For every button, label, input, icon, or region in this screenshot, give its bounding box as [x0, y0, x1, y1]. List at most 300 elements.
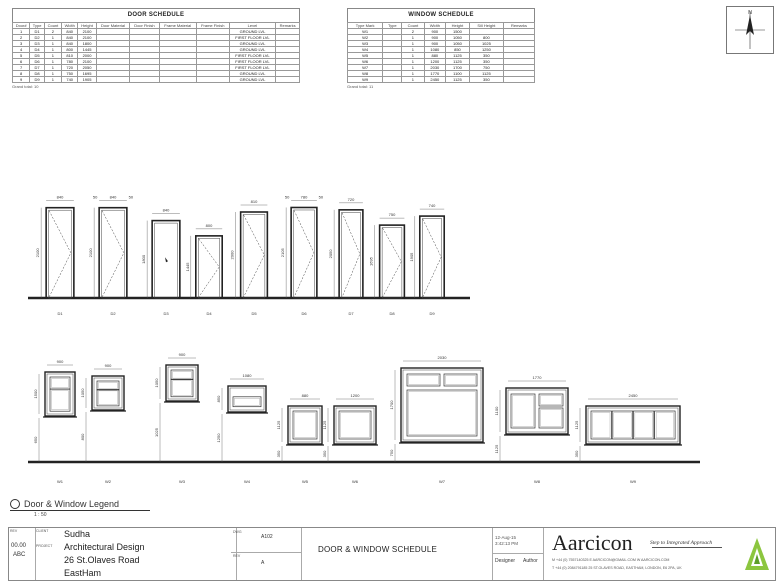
window-frame: [334, 406, 376, 444]
door-schedule-header-cell: Height: [78, 23, 96, 29]
door-d8: [369, 212, 405, 316]
project-address-1: 26 St.Olaves Road: [64, 555, 140, 565]
door-elevations: [0, 190, 780, 340]
window-schedule-cell: W5: [348, 53, 383, 59]
designer-label: Designer: [495, 558, 516, 564]
door-label: D5: [251, 311, 257, 316]
door-schedule-cell: [130, 77, 159, 83]
window-pane: [612, 411, 633, 439]
door-schedule-cell: 2100: [78, 59, 96, 65]
door-height-dim: 2000: [229, 250, 235, 260]
window-pane: [539, 394, 563, 406]
legend-marker-icon: [10, 499, 20, 509]
window-width-dim: 900: [178, 352, 186, 357]
window-elevations: [0, 350, 780, 495]
door-schedule-cell: 750: [61, 71, 78, 77]
project-address-2: EastHam: [64, 568, 102, 578]
window-schedule-cell: 350: [469, 53, 503, 59]
door-schedule-cell: 840: [61, 41, 78, 47]
rev-code: ABC: [13, 552, 26, 558]
window-glass: [99, 391, 118, 405]
window-height-dim: 1050: [80, 388, 85, 398]
window-glass: [541, 410, 562, 427]
door-schedule-header-cell: Frame Material: [159, 23, 196, 29]
legend-title: Door & Window Legend: [24, 499, 120, 509]
door-schedule-cell: 9: [13, 77, 30, 83]
window-inner-frame: [168, 367, 196, 399]
window-schedule-header-cell: Sill Height: [469, 23, 503, 29]
window-glass: [614, 413, 632, 438]
window-schedule-cell: W1: [348, 29, 383, 35]
window-schedule: [347, 8, 535, 89]
window-schedule-header-cell: Remarks: [504, 23, 535, 29]
window-glass: [99, 383, 118, 389]
door-swing-line: [383, 228, 402, 297]
door-swing-line: [244, 215, 265, 297]
window-label: W4: [244, 479, 250, 484]
window-width-dim: 1770: [532, 375, 542, 380]
window-schedule-cell: W6: [348, 59, 383, 65]
contact-line-1: M +44 (0) 7557140325 E AARCICON@GMAIL.COM W AARCICON.COM: [552, 558, 670, 562]
door-schedule-header-cell: Door Finish: [130, 23, 159, 29]
door-schedule-cell: 1: [44, 47, 61, 53]
window-schedule-cell: W9: [348, 77, 383, 83]
window-width-dim: 1200: [350, 393, 360, 398]
window-width-dim: 880: [301, 393, 309, 398]
project-cell: [36, 528, 237, 580]
window-schedule-cell: 750: [469, 65, 503, 71]
door-schedule-cell: FIRST FLOOR LVL: [229, 53, 276, 59]
window-sill-dim: 350: [574, 450, 579, 458]
window-inner-frame: [336, 408, 374, 442]
window-schedule-header-cell: Count: [402, 23, 424, 29]
door-height-dim: 2105: [280, 248, 286, 258]
window-pane: [539, 408, 563, 428]
door-label: D1: [57, 311, 63, 316]
window-schedule-cell: 350: [469, 77, 503, 83]
door-schedule-cell: D4: [30, 47, 45, 53]
door-height-dim: 2100: [35, 248, 41, 258]
door-leaf: [49, 210, 72, 298]
window-height-dim: 1700: [389, 400, 394, 410]
window-glass: [52, 391, 69, 410]
door-schedule-cell: 2100: [78, 29, 96, 35]
project-name: Architectural Design: [64, 542, 145, 552]
door-schedule-header-cell: Type: [30, 23, 45, 29]
door-schedule-cell: 810: [61, 53, 78, 59]
door-schedule-cell: 1: [44, 41, 61, 47]
window-inner-frame: [403, 370, 481, 440]
door-schedule-cell: FIRST FLOOR LVL: [229, 35, 276, 41]
window-schedule-cell: 2450: [424, 77, 446, 83]
window-schedule-cell: 800: [469, 35, 503, 41]
window-schedule-cell: 2: [402, 29, 424, 35]
door-schedule-title: DOOR SCHEDULE: [12, 8, 300, 22]
window-w7: [389, 355, 485, 484]
window-glass: [541, 396, 562, 405]
window-height-dim: 850: [216, 395, 221, 403]
door-schedule-cell: D6: [30, 59, 45, 65]
window-w5: [276, 393, 324, 484]
door-height-dim: 2050: [328, 249, 334, 259]
window-schedule-cell: 1025: [469, 41, 503, 47]
door-schedule-cell: D1: [30, 29, 45, 35]
sheet-title: DOOR & WINDOW SCHEDULE: [318, 545, 438, 554]
window-sill-dim: 350: [322, 450, 327, 458]
window-label: W1: [57, 479, 63, 484]
brand-tagline: Step to Integrated Approach: [650, 540, 713, 546]
window-schedule-cell: 1: [402, 77, 424, 83]
window-schedule-cell: 1: [402, 47, 424, 53]
door-schedule-cell: 1: [44, 71, 61, 77]
window-sill-dim: 1125: [494, 444, 499, 454]
door-schedule-cell: 1: [44, 65, 61, 71]
door-schedule-cell: GROUND LVL: [229, 71, 276, 77]
svg-text:N: N: [748, 10, 752, 16]
door-height-dim: 1445: [184, 262, 190, 272]
door-width-dim: 740: [428, 203, 436, 209]
door-schedule-cell: GROUND LVL: [229, 77, 276, 83]
door-schedule-cell: 4: [13, 47, 30, 53]
window-schedule-cell: 900: [424, 35, 446, 41]
window-pane: [293, 411, 317, 439]
door-frame: [46, 208, 74, 298]
window-glass: [235, 398, 260, 405]
door-schedule-cell: 1: [13, 29, 30, 35]
door-swing-line: [49, 211, 71, 297]
window-w4: [216, 373, 268, 484]
door-swing-line: [102, 211, 124, 297]
window-width-dim: 2450: [628, 393, 638, 398]
contact-line-2: T +44 (0) 2084791185 25 ST.OLAVES ROAD, EASTHAM, LONDON, E6 2PA, UK: [552, 566, 682, 570]
door-schedule-cell: 840: [61, 35, 78, 41]
window-glass: [409, 392, 476, 435]
window-schedule-cell: 1050: [446, 41, 470, 47]
door-schedule-cell: 2100: [78, 35, 96, 41]
window-schedule-cell: 350: [469, 59, 503, 65]
door-schedule-cell: GROUND LVL: [229, 47, 276, 53]
window-glass: [341, 413, 370, 438]
client-label: CLIENT: [36, 529, 49, 533]
window-schedule-header-cell: Type Mark: [348, 23, 383, 29]
window-schedule-title: WINDOW SCHEDULE: [347, 8, 535, 22]
window-schedule-cell: 1125: [469, 71, 503, 77]
door-side-dim: 50: [318, 194, 324, 200]
door-schedule-header-cell: Remarks: [276, 23, 300, 29]
window-glass: [593, 413, 611, 438]
window-pane: [97, 389, 119, 406]
window-w2: [80, 363, 126, 484]
door-leaf: [243, 215, 265, 299]
door-schedule-cell: 8: [13, 71, 30, 77]
window-pane: [50, 389, 70, 411]
door-schedule-cell: [276, 77, 300, 83]
client-name: Sudha: [64, 529, 91, 539]
window-frame: [506, 388, 568, 434]
window-pane: [171, 379, 193, 397]
door-schedule-cell: D7: [30, 65, 45, 71]
legend: [10, 499, 170, 518]
door-schedule-cell: 2050: [78, 65, 96, 71]
door-schedule-cell: D8: [30, 71, 45, 77]
window-sill-dim: 1250: [216, 433, 221, 443]
window-sill-dim: 650: [33, 436, 38, 444]
window-schedule-cell: 900: [424, 29, 446, 35]
door-d4: [185, 223, 222, 316]
window-schedule-cell: [504, 77, 535, 83]
door-swing-line: [199, 239, 219, 297]
window-label: W8: [534, 479, 540, 484]
window-pane: [511, 394, 535, 428]
door-leaf: [382, 228, 402, 298]
rev-cell: [9, 528, 36, 580]
sheet-rev: A: [261, 560, 265, 566]
brand-logo-icon: [744, 536, 770, 572]
time-value: 3:42:13 PM: [495, 541, 519, 546]
door-label: D7: [348, 311, 354, 316]
door-schedule-cell: GROUND LVL: [229, 29, 276, 35]
window-glass: [446, 376, 476, 385]
sheet-number: A102: [261, 534, 273, 540]
door-schedule-header-cell: Level: [229, 23, 276, 29]
door-schedule-header-cell: Door Material: [96, 23, 130, 29]
door-side-dim: 50: [92, 194, 98, 200]
window-width-dim: 1080: [242, 373, 252, 378]
window-label: W6: [352, 479, 358, 484]
brand-cell: [544, 528, 774, 580]
window-schedule-cell: W2: [348, 35, 383, 41]
door-width-dim: 810: [250, 199, 258, 204]
window-pane: [339, 411, 371, 439]
door-width-dim: 840: [109, 194, 117, 200]
window-pane: [50, 377, 70, 389]
date-cell: [493, 528, 544, 580]
door-swing-line: [294, 210, 314, 297]
window-schedule-cell: 1050: [446, 35, 470, 41]
door-frame: [291, 207, 317, 298]
window-glass: [52, 379, 69, 388]
window-w9: [574, 393, 682, 484]
door-side-dim: 50: [284, 194, 290, 200]
window-glass: [513, 396, 534, 427]
window-schedule-cell: [383, 77, 402, 83]
door-schedule-table: [12, 22, 300, 83]
door-leaf: [102, 210, 125, 298]
door-schedule-cell: 5: [13, 53, 30, 59]
window-schedule-cell: W7: [348, 65, 383, 71]
door-d1: [35, 195, 74, 316]
window-schedule-cell: 1200: [424, 59, 446, 65]
window-height-dim: 1125: [276, 420, 281, 430]
project-label: PROJECT: [36, 544, 53, 548]
door-schedule-cell: 800: [61, 47, 78, 53]
door-frame: [241, 212, 268, 298]
door-schedule-cell: 2: [13, 35, 30, 41]
door-label: D8: [389, 311, 395, 316]
door-width-dim: 720: [347, 196, 355, 202]
door-label: D6: [301, 311, 307, 316]
door-frame: [380, 225, 405, 298]
door-schedule-cell: 1: [44, 53, 61, 59]
door-height-dim: 2100: [88, 248, 94, 258]
door-leaf: [198, 238, 219, 298]
window-w1: [33, 359, 77, 484]
door-schedule-cell: FIRST FLOOR LVL: [229, 65, 276, 71]
door-schedule-cell: 1800: [78, 41, 96, 47]
window-schedule-cell: 1125: [446, 77, 470, 83]
window-pane: [591, 411, 612, 439]
door-height-dim: 1695: [368, 257, 374, 267]
window-schedule-cell: 1125: [446, 53, 470, 59]
door-d3: [141, 208, 180, 316]
door-schedule-cell: D5: [30, 53, 45, 59]
window-schedule-cell: 880: [424, 53, 446, 59]
window-glass: [295, 413, 316, 438]
door-schedule-cell: 740: [61, 77, 78, 83]
door-schedule-row: [13, 77, 300, 83]
window-pane: [407, 374, 440, 386]
rev-label: REV: [10, 529, 18, 533]
window-height-dim: 1100: [494, 406, 499, 416]
door-handle-icon: [165, 257, 168, 262]
window-height-dim: 1125: [322, 420, 327, 430]
door-schedule-cell: 780: [61, 59, 78, 65]
window-schedule-table: [347, 22, 535, 83]
door-schedule-cell: 1: [44, 77, 61, 83]
legend-scale: 1 : 50: [34, 512, 47, 518]
window-grand-total: Grand total: 11: [347, 84, 374, 89]
window-schedule-cell: W8: [348, 71, 383, 77]
door-schedule-cell: [159, 77, 196, 83]
window-inner-frame: [508, 390, 566, 432]
window-glass: [173, 381, 192, 396]
door-frame: [420, 216, 444, 298]
window-height-dim: 1500: [33, 389, 38, 399]
window-width-dim: 900: [56, 359, 64, 364]
door-schedule-cell: D9: [30, 77, 45, 83]
window-glass: [173, 372, 192, 379]
door-schedule-cell: D3: [30, 41, 45, 47]
window-height-dim: 1125: [574, 420, 579, 430]
window-w3: [154, 352, 200, 484]
sheet-rev-label: REV: [233, 554, 241, 558]
window-frame: [401, 368, 483, 442]
window-w8: [494, 375, 570, 484]
door-schedule-cell: 840: [61, 29, 78, 35]
window-sill-dim: 800: [80, 433, 85, 441]
window-schedule-row: [348, 77, 535, 83]
door-leaf: [342, 212, 361, 298]
window-schedule-cell: 1: [402, 59, 424, 65]
window-pane: [444, 374, 477, 386]
window-schedule-cell: 1770: [424, 71, 446, 77]
window-schedule-cell: 1: [402, 53, 424, 59]
window-height-dim: 1050: [154, 378, 159, 388]
door-width-dim: 840: [162, 207, 170, 213]
door-schedule-cell: 1445: [78, 47, 96, 53]
sheet-cell: [231, 528, 302, 580]
door-side-dim: 50: [128, 194, 134, 200]
window-schedule-cell: 1: [402, 65, 424, 71]
door-schedule-cell: 2000: [78, 53, 96, 59]
window-label: W9: [630, 479, 636, 484]
door-schedule-cell: [196, 77, 229, 83]
window-glass: [635, 413, 653, 438]
window-frame: [228, 386, 266, 412]
window-pane: [633, 411, 654, 439]
window-w6: [322, 393, 378, 484]
door-frame: [99, 208, 127, 298]
window-width-dim: 900: [104, 363, 112, 368]
window-label: W2: [105, 479, 111, 484]
door-label: D3: [163, 311, 169, 316]
window-glass: [656, 413, 674, 438]
north-arrow-icon: [727, 7, 773, 53]
door-leaf: [294, 210, 315, 298]
door-label: D2: [110, 311, 116, 316]
window-schedule-cell: 1250: [469, 47, 503, 53]
door-width-dim: 800: [205, 222, 213, 228]
window-width-dim: 2030: [437, 355, 447, 360]
door-height-dim: 1905: [408, 252, 414, 262]
window-label: W7: [439, 479, 445, 484]
title-block: [8, 527, 776, 581]
window-schedule-header-cell: Type: [383, 23, 402, 29]
sheet-title-cell: [302, 528, 493, 580]
door-height-dim: 1800: [141, 254, 147, 264]
window-sill-dim: 1025: [154, 428, 159, 437]
door-swing-line: [423, 219, 441, 297]
door-schedule-cell: D2: [30, 35, 45, 41]
window-schedule-cell: 1: [402, 71, 424, 77]
window-schedule-header-cell: Width: [424, 23, 446, 29]
door-schedule-cell: 1905: [78, 77, 96, 83]
door-schedule-cell: 7: [13, 65, 30, 71]
door-schedule-cell: 6: [13, 59, 30, 65]
window-sill-dim: 750: [389, 449, 394, 457]
window-inner-frame: [47, 374, 73, 414]
window-pane: [655, 411, 676, 439]
window-schedule-cell: W4: [348, 47, 383, 53]
window-schedule-cell: W3: [348, 41, 383, 47]
door-schedule-header-cell: Count: [44, 23, 61, 29]
window-schedule-cell: 900: [424, 41, 446, 47]
door-schedule-cell: GROUND LVL: [229, 41, 276, 47]
window-label: W5: [302, 479, 308, 484]
door-frame: [339, 210, 363, 298]
door-schedule-cell: FIRST FLOOR LVL: [229, 59, 276, 65]
door-width-dim: 840: [56, 194, 64, 200]
door-schedule-header-cell: Door#: [13, 23, 30, 29]
door-width-dim: 750: [388, 212, 396, 218]
north-arrow: [726, 6, 774, 54]
window-sill-dim: 350: [276, 450, 281, 458]
window-schedule-cell: 1: [402, 41, 424, 47]
door-width-dim: 780: [300, 194, 308, 200]
door-schedule-cell: 1695: [78, 71, 96, 77]
window-label: W3: [179, 479, 185, 484]
date-value: 12-Aug-15: [495, 535, 517, 540]
door-schedule-cell: 2: [44, 29, 61, 35]
door-schedule-cell: 720: [61, 65, 78, 71]
door-schedule-cell: 1: [44, 59, 61, 65]
window-schedule-cell: 2030: [424, 65, 446, 71]
rev-value: 00.00: [11, 543, 27, 549]
window-schedule-cell: 850: [446, 47, 470, 53]
window-schedule-header-cell: Height: [446, 23, 470, 29]
door-label: D9: [429, 311, 435, 316]
author-label: Author: [523, 558, 538, 564]
